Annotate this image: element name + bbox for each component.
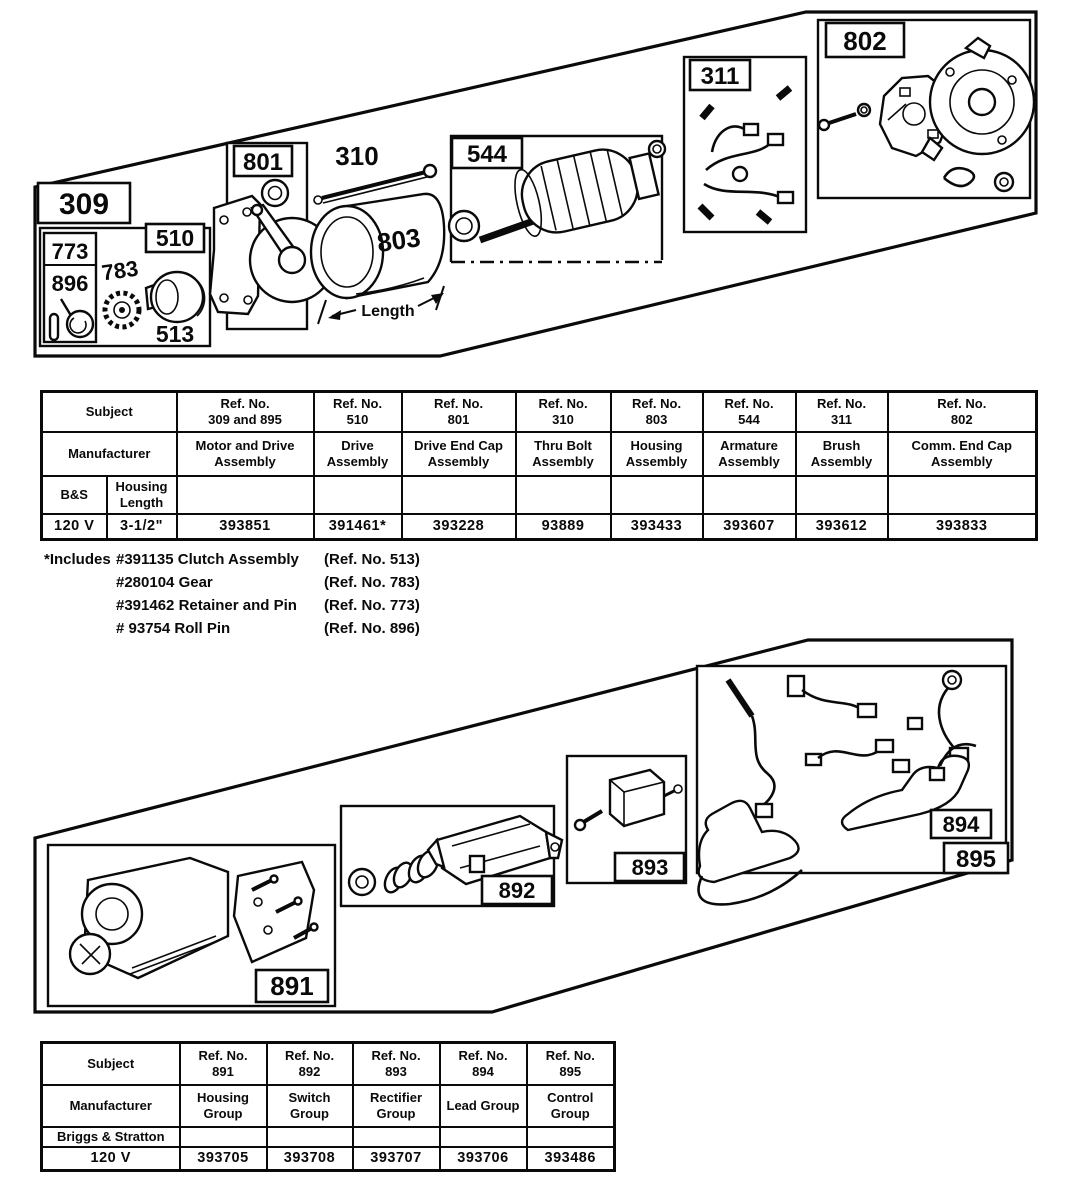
empty-cell (314, 476, 402, 514)
footnote-ref: (Ref. No. 773) (324, 597, 420, 614)
ref-header-cell: Ref. No. 802 (888, 392, 1037, 432)
voltage-cell: 120 V (42, 1147, 180, 1171)
rectifier-group-893 (567, 756, 686, 883)
empty-cell (402, 476, 516, 514)
brand-cell: B&S (42, 476, 107, 514)
ref-header-cell: Ref. No. 803 (611, 392, 703, 432)
group-header-cell: Housing Group (180, 1085, 267, 1127)
group-header-cell: Switch Group (267, 1085, 353, 1127)
drive-group-510 (40, 224, 210, 347)
brush-assembly-311 (684, 57, 806, 232)
manufacturer-header: Manufacturer (42, 432, 177, 476)
ref-header-cell: Ref. No. 544 (703, 392, 796, 432)
footnote-part: #280104 Gear (116, 574, 213, 591)
ref-header-cell: Ref. No. 309 and 895 (177, 392, 314, 432)
group-header-cell: Rectifier Group (353, 1085, 440, 1127)
callout-783-text: 783 (100, 255, 140, 286)
group-header-cell: Lead Group (440, 1085, 527, 1127)
callout-892-text: 892 (498, 878, 536, 903)
callout-803-text: 803 (375, 222, 423, 258)
starter-parts-table (40, 390, 1038, 541)
starter-groups-exploded-diagram (0, 618, 1070, 1020)
assembly-header-cell: Armature Assembly (703, 432, 796, 476)
part-number-cell: 393612 (796, 514, 888, 540)
switch-group-892 (341, 806, 562, 906)
brand-cell: Briggs & Stratton (42, 1127, 180, 1147)
table-row (42, 1127, 615, 1147)
empty-cell (527, 1127, 615, 1147)
callout-311-text: 311 (700, 63, 740, 90)
part-number-cell: 393833 (888, 514, 1037, 540)
group-header-cell: Control Group (527, 1085, 615, 1127)
ref-header-cell: Ref. No. 895 (527, 1043, 615, 1085)
empty-cell (177, 476, 314, 514)
subject-header: Subject (42, 392, 177, 432)
footnote-part: #391135 Clutch Assembly (116, 551, 299, 568)
empty-cell (796, 476, 888, 514)
table-row (42, 1147, 615, 1171)
callout-893-text: 893 (631, 855, 669, 880)
table-row (42, 392, 1037, 432)
callout-801-text: 801 (242, 149, 284, 176)
table-row (42, 432, 1037, 476)
comm-end-cap-802 (818, 20, 1034, 198)
callout-896-text: 896 (51, 271, 89, 296)
table-row (42, 1085, 615, 1127)
empty-cell (180, 1127, 267, 1147)
callout-802-text: 802 (843, 26, 887, 56)
part-number-cell: 393486 (527, 1147, 615, 1171)
footnote-line (44, 594, 420, 617)
footnote-part: # 93754 Roll Pin (116, 620, 231, 637)
housing-length-header: Housing Length (107, 476, 177, 514)
groups-parts-table (40, 1041, 616, 1172)
housing-group-891 (48, 845, 335, 1006)
roll-pin-drawing (50, 314, 58, 340)
subject-header: Subject (42, 1043, 180, 1085)
footnote-line (44, 571, 420, 594)
footnote-prefix: *Includes (44, 551, 111, 568)
starter-motor-exploded-diagram (0, 0, 1070, 378)
footnote-ref: (Ref. No. 896) (324, 620, 420, 637)
empty-cell (516, 476, 611, 514)
assembly-header-cell: Brush Assembly (796, 432, 888, 476)
empty-cell (353, 1127, 440, 1147)
assembly-header-cell: Motor and Drive Assembly (177, 432, 314, 476)
assembly-header-cell: Thru Bolt Assembly (516, 432, 611, 476)
footnote-line (44, 548, 420, 571)
length-label: Length (361, 303, 415, 320)
control-group-895-label (944, 843, 1008, 873)
callout-773-text: 773 (51, 239, 89, 264)
assembly-header-cell: Drive End Cap Assembly (402, 432, 516, 476)
callout-895-text: 895 (955, 846, 997, 873)
callout-513-text: 513 (155, 321, 195, 347)
callout-544-text: 544 (466, 141, 508, 168)
part-number-cell: 393228 (402, 514, 516, 540)
armature-544 (449, 136, 665, 262)
callout-309-label (38, 183, 130, 223)
footnote-prefix (44, 571, 116, 594)
rectifier-body-drawing (610, 770, 664, 826)
part-number-cell: 93889 (516, 514, 611, 540)
callout-891-text: 891 (270, 971, 314, 1001)
assembly-header-cell: Housing Assembly (611, 432, 703, 476)
footnote-part: #391462 Retainer and Pin (116, 597, 297, 614)
empty-cell (267, 1127, 353, 1147)
part-number-cell: 393851 (177, 514, 314, 540)
footnote-ref: (Ref. No. 783) (324, 574, 420, 591)
retainer-drawing (67, 311, 93, 337)
callout-310-text: 310 (335, 141, 379, 171)
gear-drawing (105, 293, 139, 327)
footnote-prefix (44, 594, 116, 617)
ref-header-cell: Ref. No. 892 (267, 1043, 353, 1085)
ref-header-cell: Ref. No. 801 (402, 392, 516, 432)
empty-cell (440, 1127, 527, 1147)
callout-510-text: 510 (155, 225, 195, 251)
footnote-ref: (Ref. No. 513) (324, 551, 420, 568)
ref-header-cell: Ref. No. 510 (314, 392, 402, 432)
ref-header-cell: Ref. No. 311 (796, 392, 888, 432)
assembly-header-cell: Comm. End Cap Assembly (888, 432, 1037, 476)
part-number-cell: 393433 (611, 514, 703, 540)
table-row (42, 1043, 615, 1085)
part-number-cell: 393705 (180, 1147, 267, 1171)
part-number-cell: 391461* (314, 514, 402, 540)
housing-length-value: 3-1/2" (107, 514, 177, 540)
ref-header-cell: Ref. No. 891 (180, 1043, 267, 1085)
part-number-cell: 393708 (267, 1147, 353, 1171)
part-number-cell: 393607 (703, 514, 796, 540)
ref-header-cell: Ref. No. 894 (440, 1043, 527, 1085)
ref-header-cell: Ref. No. 310 (516, 392, 611, 432)
assembly-header-cell: Drive Assembly (314, 432, 402, 476)
callout-309-text: 309 (58, 188, 110, 221)
empty-cell (703, 476, 796, 514)
ref-header-cell: Ref. No. 893 (353, 1043, 440, 1085)
part-number-cell: 393706 (440, 1147, 527, 1171)
manufacturer-header: Manufacturer (42, 1085, 180, 1127)
callout-894-text: 894 (942, 812, 980, 837)
empty-cell (611, 476, 703, 514)
table-row (42, 514, 1037, 540)
table-row (42, 476, 1037, 514)
part-number-cell: 393707 (353, 1147, 440, 1171)
voltage-cell: 120 V (42, 514, 107, 540)
empty-cell (888, 476, 1037, 514)
